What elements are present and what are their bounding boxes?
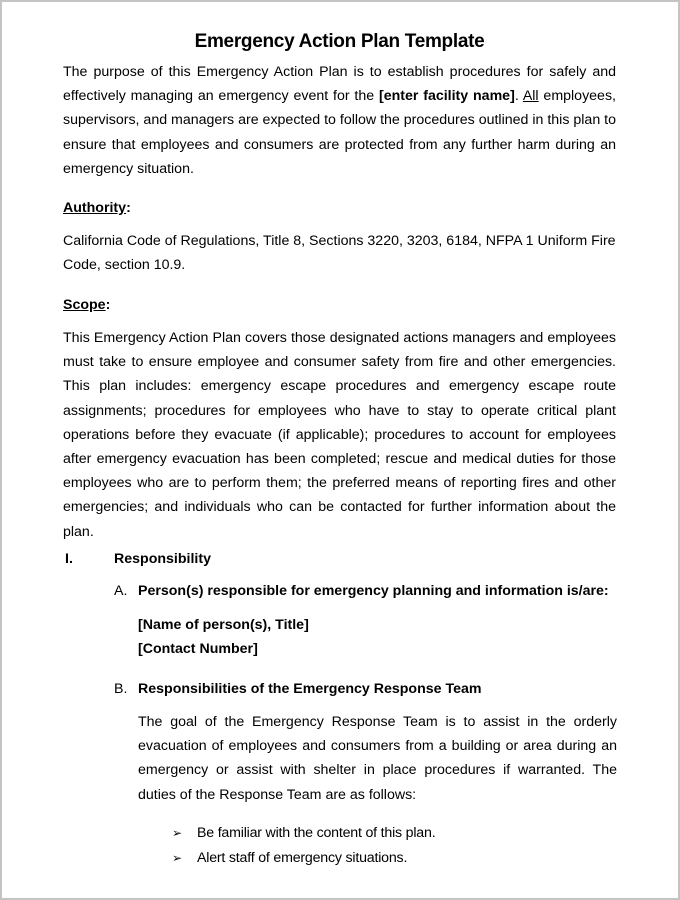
response-team-goal-text: The goal of the Emergency Response Team is to assist in the orderly evacuation of employees and consumers from a building or area during an emergency or assist with shelter in place procedures if warranted. The duties of the Response Team are as follows: [138,714,617,803]
bullet-text: Alert staff of emergency situations. [197,850,408,866]
arrow-bullet-icon: ➢ [172,826,183,840]
arrow-bullet-icon: ➢ [172,851,183,865]
authority-heading [63,200,131,216]
contact-number-placeholder: [Contact Number] [138,641,258,657]
authority-text: California Code of Regulations, Title 8, Sections 3220, 3203, 6184, NFPA 1 Uniform Fire Code, section 10.9. [63,233,616,274]
section-title: Responsibility [114,551,211,567]
subsection-title: Person(s) responsible for emergency planning and information is/are: [138,583,609,599]
scope-heading [63,297,110,313]
facility-name-placeholder: [enter facility name] [378,88,515,105]
document-title: Emergency Action Plan Template [194,31,485,52]
bullet-text: Be familiar with the content of this plan. [197,825,436,841]
all-underlined: All [522,88,539,105]
intro-text-3: employees, supervisors, and managers are expected to follow the procedures outlined in this plan to ensure that employees and consumers are protected from any further harm during an emergency situation. [63,88,616,177]
section-number: I. [65,551,73,567]
authority-heading-colon: : [126,200,131,216]
subsection-letter: A. [114,583,128,599]
intro-paragraph [63,60,616,181]
person-title-placeholder: [Name of person(s), Title] [138,617,309,633]
scope-heading-colon: : [105,297,111,313]
intro-text-2: . [514,88,523,105]
intro-text-1: The purpose of this Emergency Action Plan is to establish procedures for safely and effectively managing an emergency event for the [63,64,616,105]
subsection-title: Responsibilities of the Emergency Response Team [138,681,482,697]
scope-heading-label: Scope [63,297,106,313]
authority-heading-label: Authority [63,200,127,216]
scope-text: This Emergency Action Plan covers those designated actions managers and employees must take to ensure employee and consumer safety from fire and other emergencies. This plan includes: emergency escape procedures and emergency escape route assignments; procedures for employees who have to stay to operate critical plant operations before they evacuate (if applicable); procedures to account for employees after emergency evacuation has been completed; rescue and medical duties for those employees who are to perform them; the preferred means of reporting fires and other emergencies; and individuals who can be contacted for further information about the plan. [63,330,616,540]
subsection-letter: B. [114,681,128,697]
